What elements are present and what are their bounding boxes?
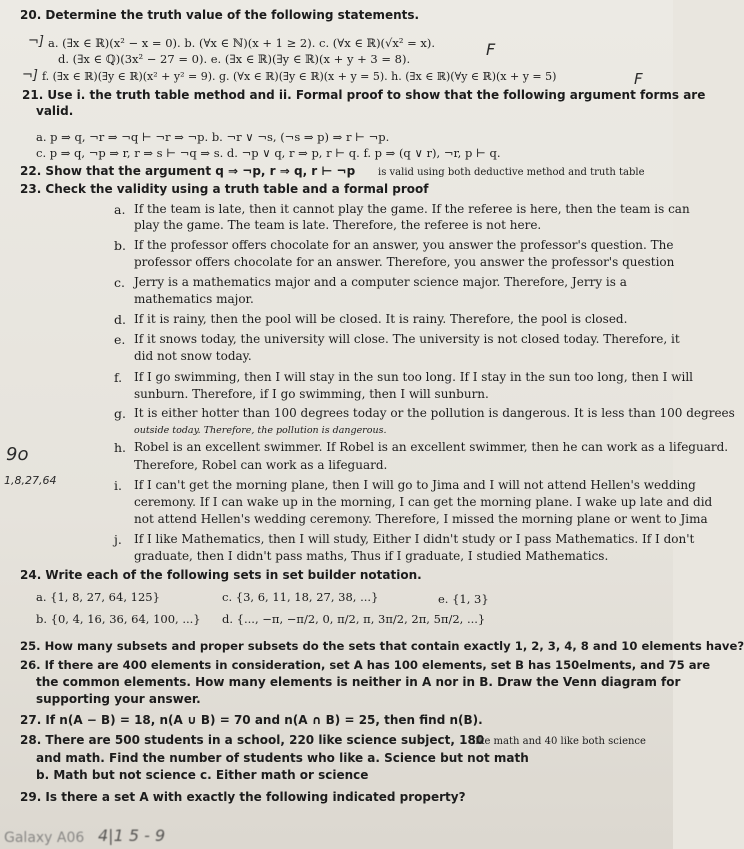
q22-tail: is valid using both deductive method and truth table <box>378 167 645 178</box>
q26-line3: supporting your answer. <box>36 692 201 706</box>
q26-line1: 26. If there are 400 elements in consideration, set A has 100 elements, set B has 150elments, and 75 are <box>20 658 711 672</box>
q26-line2: the common elements. How many elements is neither in A nor in B. Draw the Venn diagram for <box>36 675 681 689</box>
q28-line1: 28. There are 500 students in a school, 220 like science subject, 180 <box>20 733 485 747</box>
q20-row2: d. (∃x ∈ ℚ)(3x² − 27 = 0). e. (∃x ∈ ℝ)(∃y ∈ ℝ)(x + y + 3 = 8). <box>58 52 411 66</box>
q24-b: b. {0, 4, 16, 36, 64, 100, ...} <box>36 612 201 626</box>
q24-a: a. {1, 8, 27, 64, 125} <box>36 590 160 604</box>
q23-heading: 23. Check the validity using a truth table and a formal proof <box>20 182 429 196</box>
handwritten-note: 4|1 5 - 9 <box>98 826 166 845</box>
exam-page: 20. Determine the truth value of the following statements. a. (∃x ∈ ℝ)(x² − x = 0). b. (∀x ∈ ℕ)(x + 1 ≥ 2). c. (∀x ∈ ℝ)(√x² = x). d. (∃x ∈ ℚ)(3x² − 27 = 0). e. (∃x ∈ ℝ)(∃y ∈ ℝ)(x + y + 3 = 8). f. (∃x ∈ ℝ)(∃y ∈ ℝ)(x² + y² = 9). g. (∀x ∈ ℝ)(∃y ∈ ℝ)(x + y = 5). h. (∃x ∈ ℝ)(∀y ∈ ℝ)(x + y = 5) ¬] F ¬] F 21. Use i. the truth table method and ii. Formal proof to show that the following argument forms are valid. a. p ⇒ q, ¬r ⇒ ¬q ⊢ ¬r ⇒ ¬p. b. ¬r ∨ ¬s, (¬s ⇒ p) ⇒ r ⊢ ¬p. c. p ⇒ q, ¬p ⇒ r, r ⇒ s ⊢ ¬q ⇒ s. d. ¬p ∨ q, r ⇒ p, r ⊢ q. f. p ⇒ (q ∨ r), ¬r, p ⊢ q. 22. Show that the argument q ⇒ ¬p, r ⇒ q, r ⊢ ¬p is valid using both deductive method and truth table 23. Check the validity using a truth table and a formal proof a. If the team is late, then it cannot play the game. If the referee is here, then the team is can play the game. The team is late. Therefore, the referee is not here. b. If the professor offers chocolate for an answer, you answer the professor's question. The professor offers chocolate for an answer. Therefore, you answer the professor's question c. Jerry is a mathematics major and a computer science major. Therefore, Jerry is a mathematics major. d. If it is rainy, then the pool will be closed. It is rainy. Therefore, the pool is closed. e. If it snows today, the university will close. The university is not closed today. Therefore, it did not snow today. f. If I go swimming, then I will stay in the sun too long. If I stay in the sun too long, then I will sunburn. Therefore, if I go swimming, then I will sunburn. g. It is either hotter than 100 degrees today or the pollution is dangerous. It is less than 100 degrees outside today. Therefore, the pollution is dangerous. h. Robel is an excellent swimmer. If Robel is an excellent swimmer, then he can work as a lifeguard. Therefore, Robel can work as a lifeguard. i. If I can't get the morning plane, then I will go to Jima and I will not attend Hellen's wedding ceremony. If I can wake up in the morning, I can get the morning plane. I wake up late and did not attend Hellen's wedding ceremony. Therefore, I missed the morning plane or went to Jima j. If I like Mathematics, then I will study, Either I didn't study or I pass Mathematics. If I don't graduate, then I didn't pass maths, Thus if I graduate, I studied Mathematics. 9o 1,8,27,64 24. Write each of the following sets in set builder notation. a. {1, 8, 27, 64, 125} c. {3, 6, 11, 18, 27, 38, ...} e. {1, 3} b. {0, 4, 16, 36, 64, 100, ...} d. {..., −π, −π/2, 0, π/2, π, 3π/2, 2π, 5π/2, ...} 25. How many subsets and proper subsets do the sets that contain exactly 1, 2, 3, 4, 8 and 10 elements have? 26. If there are 400 elements in consideration, set A has 100 elements, set B has 150elments, and 75 are the common elements. How many elements is neither in A nor in B. Draw the Venn diagram for supporting your answer. 27. If n(A − B) = 18, n(A ∪ B) = 70 and n(A ∩ B) = 25, then find n(B). 28. There are 500 students in a school, 220 like science subject, 180 like math and 40 like both science and math. Find the number of students who like a. Science but not math b. Math but not science c. Either math or science 29. Is there a set A with exactly the following indicated property? 4|1 5 - 9 Galaxy A06 <box>0 0 673 849</box>
handwritten-mark: ¬] <box>22 68 38 83</box>
q29-text: 29. Is there a set A with exactly the following indicated property? <box>20 790 466 804</box>
handwritten-mark: ¬] <box>28 34 44 49</box>
q27-text: 27. If n(A − B) = 18, n(A ∪ B) = 70 and n(A ∩ B) = 25, then find n(B). <box>20 713 483 727</box>
q22-text: 22. Show that the argument q ⇒ ¬p, r ⇒ q, r ⊢ ¬p <box>20 164 356 178</box>
q24-heading: 24. Write each of the following sets in set builder notation. <box>20 568 422 582</box>
q28-line1-tail: like math and 40 like both science <box>472 736 646 747</box>
q21-ab: a. p ⇒ q, ¬r ⇒ ¬q ⊢ ¬r ⇒ ¬p. b. ¬r ∨ ¬s, (¬s ⇒ p) ⇒ r ⊢ ¬p. <box>36 130 390 144</box>
handwritten-note: 9o <box>6 444 29 465</box>
q20-row3: f. (∃x ∈ ℝ)(∃y ∈ ℝ)(x² + y² = 9). g. (∀x ∈ ℝ)(∃y ∈ ℝ)(x + y = 5). h. (∃x ∈ ℝ)(∀y ∈ ℝ)(x + y = 5) <box>42 70 557 83</box>
q21-cdf: c. p ⇒ q, ¬p ⇒ r, r ⇒ s ⊢ ¬q ⇒ s. d. ¬p ∨ q, r ⇒ p, r ⊢ q. f. p ⇒ (q ∨ r), ¬r, p ⊢ q. <box>36 146 501 160</box>
q24-d: d. {..., −π, −π/2, 0, π/2, π, 3π/2, 2π, 5π/2, ...} <box>222 612 486 626</box>
q20-row1: a. (∃x ∈ ℝ)(x² − x = 0). b. (∀x ∈ ℕ)(x + 1 ≥ 2). c. (∀x ∈ ℝ)(√x² = x). <box>48 36 436 50</box>
q24-c: c. {3, 6, 11, 18, 27, 38, ...} <box>222 590 379 604</box>
q25-text: 25. How many subsets and proper subsets do the sets that contain exactly 1, 2, 3, 4, 8 and 10 elements have? <box>20 639 744 653</box>
q28-line3: b. Math but not science c. Either math or science <box>36 768 369 782</box>
handwritten-mark: F <box>486 40 496 59</box>
q21-line2: valid. <box>36 104 74 118</box>
q21-line1: 21. Use i. the truth table method and ii. Formal proof to show that the following argument forms are <box>22 88 706 102</box>
q28-line2: and math. Find the number of students who like a. Science but not math <box>36 751 529 765</box>
camera-watermark: Galaxy A06 <box>4 830 85 846</box>
q24-e: e. {1, 3} <box>438 592 489 606</box>
handwritten-mark: F <box>634 70 643 88</box>
handwritten-note: 1,8,27,64 <box>4 474 57 487</box>
q20-heading: 20. Determine the truth value of the following statements. <box>20 8 420 22</box>
